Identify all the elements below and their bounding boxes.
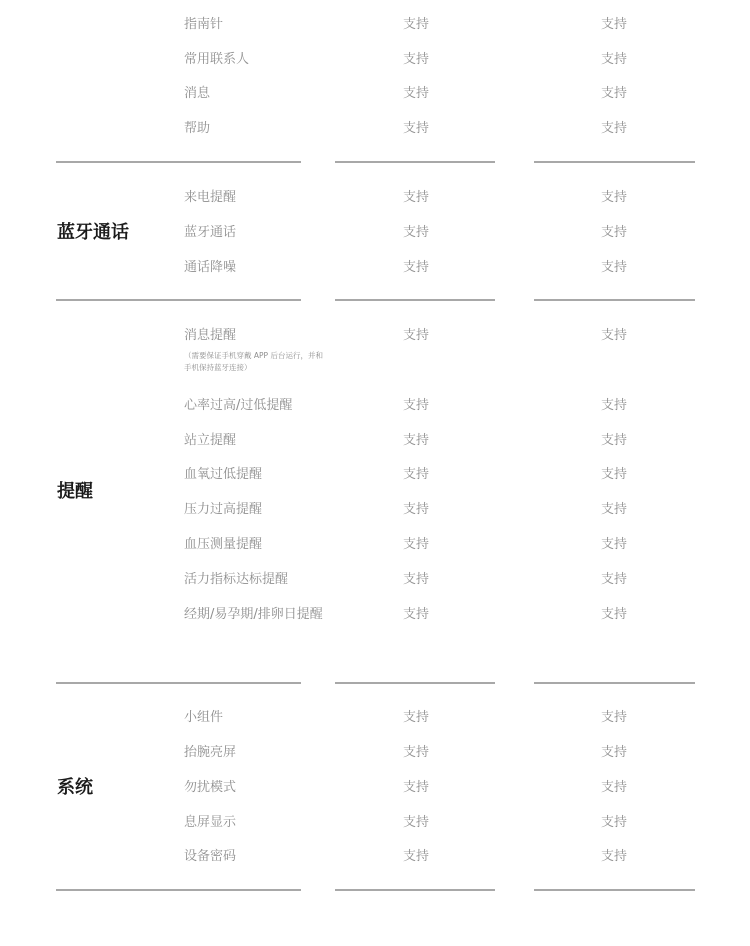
message-reminder-note-line-2: 手机保持蓝牙连接） — [184, 363, 252, 372]
feature-label: 小组件 — [184, 710, 224, 725]
divider-4-label-column — [56, 889, 301, 891]
support-value: 支持 — [403, 607, 430, 622]
feature-label: 压力过高提醒 — [184, 502, 263, 517]
feature-label: 血氧过低提醒 — [184, 467, 263, 482]
divider-1-column-2 — [534, 161, 695, 163]
feature-label: 心率过高/过低提醒 — [184, 398, 293, 413]
support-value: 支持 — [403, 572, 430, 587]
support-value: 支持 — [601, 815, 628, 830]
support-value: 支持 — [601, 607, 628, 622]
support-value: 支持 — [601, 433, 628, 448]
divider-4-column-1 — [335, 889, 495, 891]
support-value: 支持 — [403, 52, 430, 67]
support-value: 支持 — [601, 398, 628, 413]
support-value: 支持 — [601, 225, 628, 240]
feature-label: 活力指标达标提醒 — [184, 572, 289, 587]
support-value: 支持 — [403, 467, 430, 482]
feature-label: 来电提醒 — [184, 190, 237, 205]
support-value: 支持 — [601, 17, 628, 32]
feature-label: 勿扰模式 — [184, 780, 237, 795]
support-value: 支持 — [601, 52, 628, 67]
divider-3-column-1 — [335, 682, 495, 684]
feature-label: 抬腕亮屏 — [184, 745, 237, 760]
feature-label: 蓝牙通话 — [184, 225, 237, 240]
divider-2-label-column — [56, 299, 301, 301]
support-value: 支持 — [403, 710, 430, 725]
divider-1-column-1 — [335, 161, 495, 163]
feature-label: 经期/易孕期/排卵日提醒 — [184, 607, 323, 622]
feature-label: 息屏显示 — [184, 815, 237, 830]
support-value: 支持 — [601, 572, 628, 587]
divider-3-column-2 — [534, 682, 695, 684]
feature-label: 站立提醒 — [184, 433, 237, 448]
support-value: 支持 — [403, 328, 430, 343]
support-value: 支持 — [601, 86, 628, 101]
feature-label: 帮助 — [184, 121, 211, 136]
feature-label: 常用联系人 — [184, 52, 250, 67]
support-value: 支持 — [403, 17, 430, 32]
divider-4-column-2 — [534, 889, 695, 891]
feature-label: 设备密码 — [184, 849, 237, 864]
support-value: 支持 — [601, 260, 628, 275]
support-value: 支持 — [601, 121, 628, 136]
support-value: 支持 — [601, 328, 628, 343]
support-value: 支持 — [403, 815, 430, 830]
feature-label: 消息 — [184, 86, 211, 101]
support-value: 支持 — [601, 710, 628, 725]
support-value: 支持 — [601, 467, 628, 482]
feature-label: 通话降噪 — [184, 260, 237, 275]
divider-1-label-column — [56, 161, 301, 163]
section-title-system: 系统 — [57, 777, 93, 798]
support-value: 支持 — [403, 225, 430, 240]
support-value: 支持 — [403, 849, 430, 864]
support-value: 支持 — [403, 780, 430, 795]
support-value: 支持 — [601, 502, 628, 517]
divider-2-column-2 — [534, 299, 695, 301]
support-value: 支持 — [403, 502, 430, 517]
support-value: 支持 — [601, 780, 628, 795]
support-value: 支持 — [403, 260, 430, 275]
support-value: 支持 — [601, 190, 628, 205]
feature-label: 消息提醒 — [184, 328, 237, 343]
support-value: 支持 — [403, 190, 430, 205]
support-value: 支持 — [601, 537, 628, 552]
feature-label: 血压测量提醒 — [184, 537, 263, 552]
feature-label: 指南针 — [184, 17, 224, 32]
section-title-bluetooth-call: 蓝牙通话 — [57, 222, 129, 243]
support-value: 支持 — [403, 86, 430, 101]
section-title-reminder: 提醒 — [57, 481, 93, 502]
support-value: 支持 — [601, 849, 628, 864]
support-value: 支持 — [403, 537, 430, 552]
divider-2-column-1 — [335, 299, 495, 301]
support-value: 支持 — [403, 745, 430, 760]
support-value: 支持 — [403, 121, 430, 136]
divider-3-label-column — [56, 682, 301, 684]
support-value: 支持 — [601, 745, 628, 760]
support-value: 支持 — [403, 398, 430, 413]
support-value: 支持 — [403, 433, 430, 448]
message-reminder-note-line-1: （需要保证手机穿戴 APP 后台运行，并和 — [184, 351, 323, 360]
